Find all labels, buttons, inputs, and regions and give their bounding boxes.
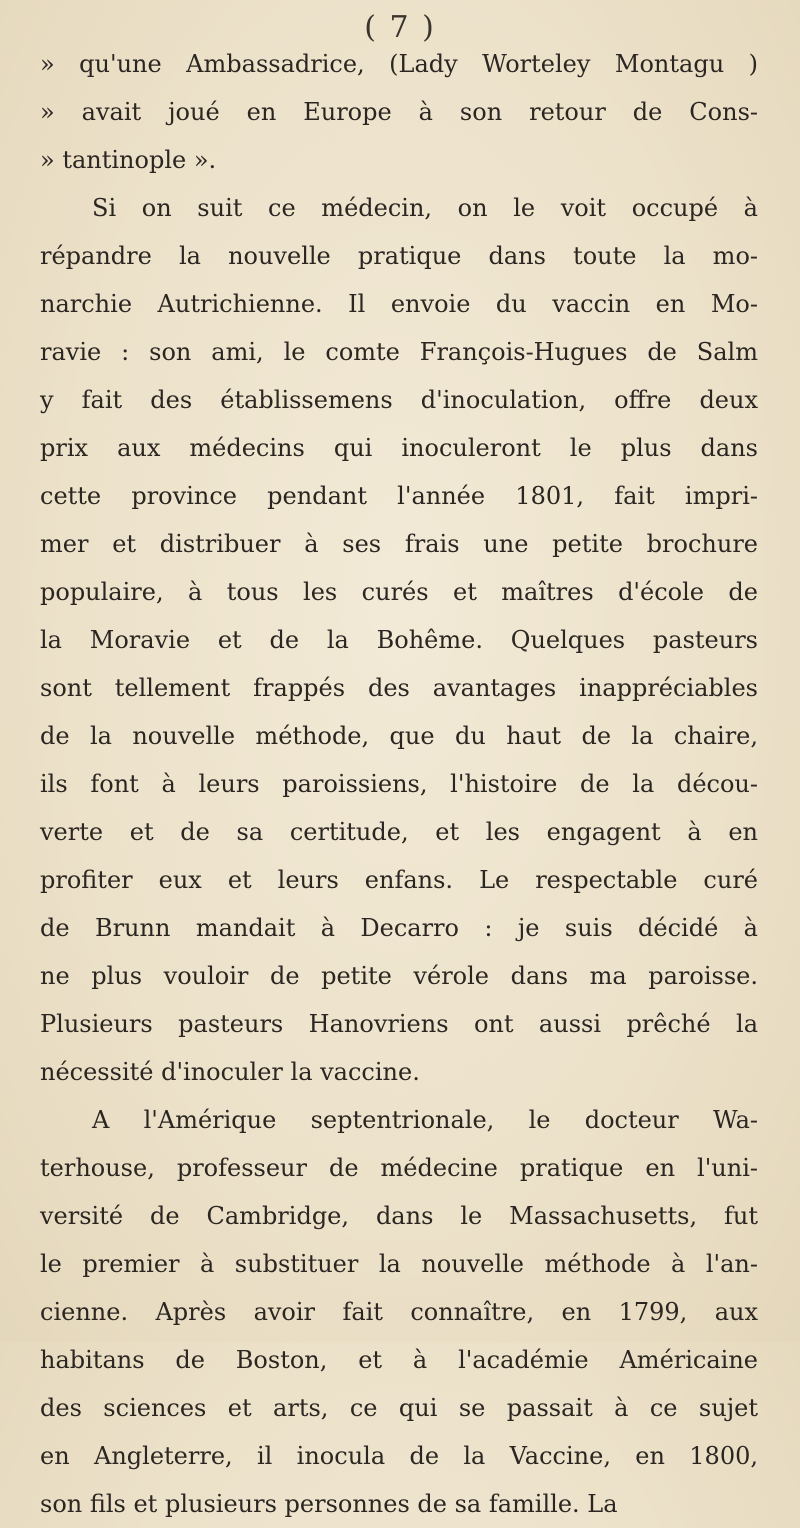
text-line: narchie Autrichienne. Il envoie du vaccin en Mo- bbox=[40, 290, 758, 318]
text-line: » tantinople ». bbox=[40, 146, 217, 174]
text-line: populaire, à tous les curés et maîtres d'école de bbox=[40, 578, 758, 606]
text-line: Si on suit ce médecin, on le voit occupé à bbox=[92, 194, 758, 222]
text-line: profiter eux et leurs enfans. Le respectable curé bbox=[40, 866, 758, 894]
text-line: nécessité d'inoculer la vaccine. bbox=[40, 1058, 420, 1086]
text-line: Plusieurs pasteurs Hanovriens ont aussi prêché la bbox=[40, 1010, 758, 1038]
text-line: le premier à substituer la nouvelle méthode à l'an- bbox=[40, 1250, 758, 1278]
text-line: terhouse, professeur de médecine pratique en l'uni- bbox=[40, 1154, 758, 1182]
text-line: cette province pendant l'année 1801, fait impri- bbox=[40, 482, 758, 510]
body-text bbox=[40, 40, 758, 1528]
text-line: verte et de sa certitude, et les engagent à en bbox=[40, 818, 758, 846]
text-line: de la nouvelle méthode, que du haut de la chaire, bbox=[40, 722, 758, 750]
text-line: » qu'une Ambassadrice, (Lady Worteley Montagu ) bbox=[40, 50, 758, 78]
text-line: y fait des établissemens d'inoculation, offre deux bbox=[40, 386, 758, 414]
text-line: sont tellement frappés des avantages inappréciables bbox=[40, 674, 758, 702]
text-line: en Angleterre, il inocula de la Vaccine, en 1800, bbox=[40, 1442, 758, 1470]
text-line: la Moravie et de la Bohême. Quelques pasteurs bbox=[40, 626, 758, 654]
text-line: A l'Amérique septentrionale, le docteur Wa- bbox=[92, 1106, 758, 1134]
text-line: des sciences et arts, ce qui se passait à ce sujet bbox=[40, 1394, 758, 1422]
text-line: mer et distribuer à ses frais une petite brochure bbox=[40, 530, 758, 558]
text-line: ne plus vouloir de petite vérole dans ma paroisse. bbox=[40, 962, 758, 990]
text-line: prix aux médecins qui inoculeront le plus dans bbox=[40, 434, 758, 462]
text-line: cienne. Après avoir fait connaître, en 1799, aux bbox=[40, 1298, 758, 1326]
text-line: versité de Cambridge, dans le Massachusetts, fut bbox=[40, 1202, 758, 1230]
text-line: ravie : son ami, le comte François-Hugues de Salm bbox=[40, 338, 758, 366]
text-line: » avait joué en Europe à son retour de Cons- bbox=[40, 98, 758, 126]
page-number: ( 7 ) bbox=[364, 10, 436, 45]
text-line: habitans de Boston, et à l'académie Américaine bbox=[40, 1346, 758, 1374]
text-line: de Brunn mandait à Decarro : je suis décidé à bbox=[40, 914, 758, 942]
text-line: répandre la nouvelle pratique dans toute la mo- bbox=[40, 242, 758, 270]
text-line: ils font à leurs paroissiens, l'histoire de la décou- bbox=[40, 770, 758, 798]
text-line: son fils et plusieurs personnes de sa famille. La bbox=[40, 1490, 618, 1518]
